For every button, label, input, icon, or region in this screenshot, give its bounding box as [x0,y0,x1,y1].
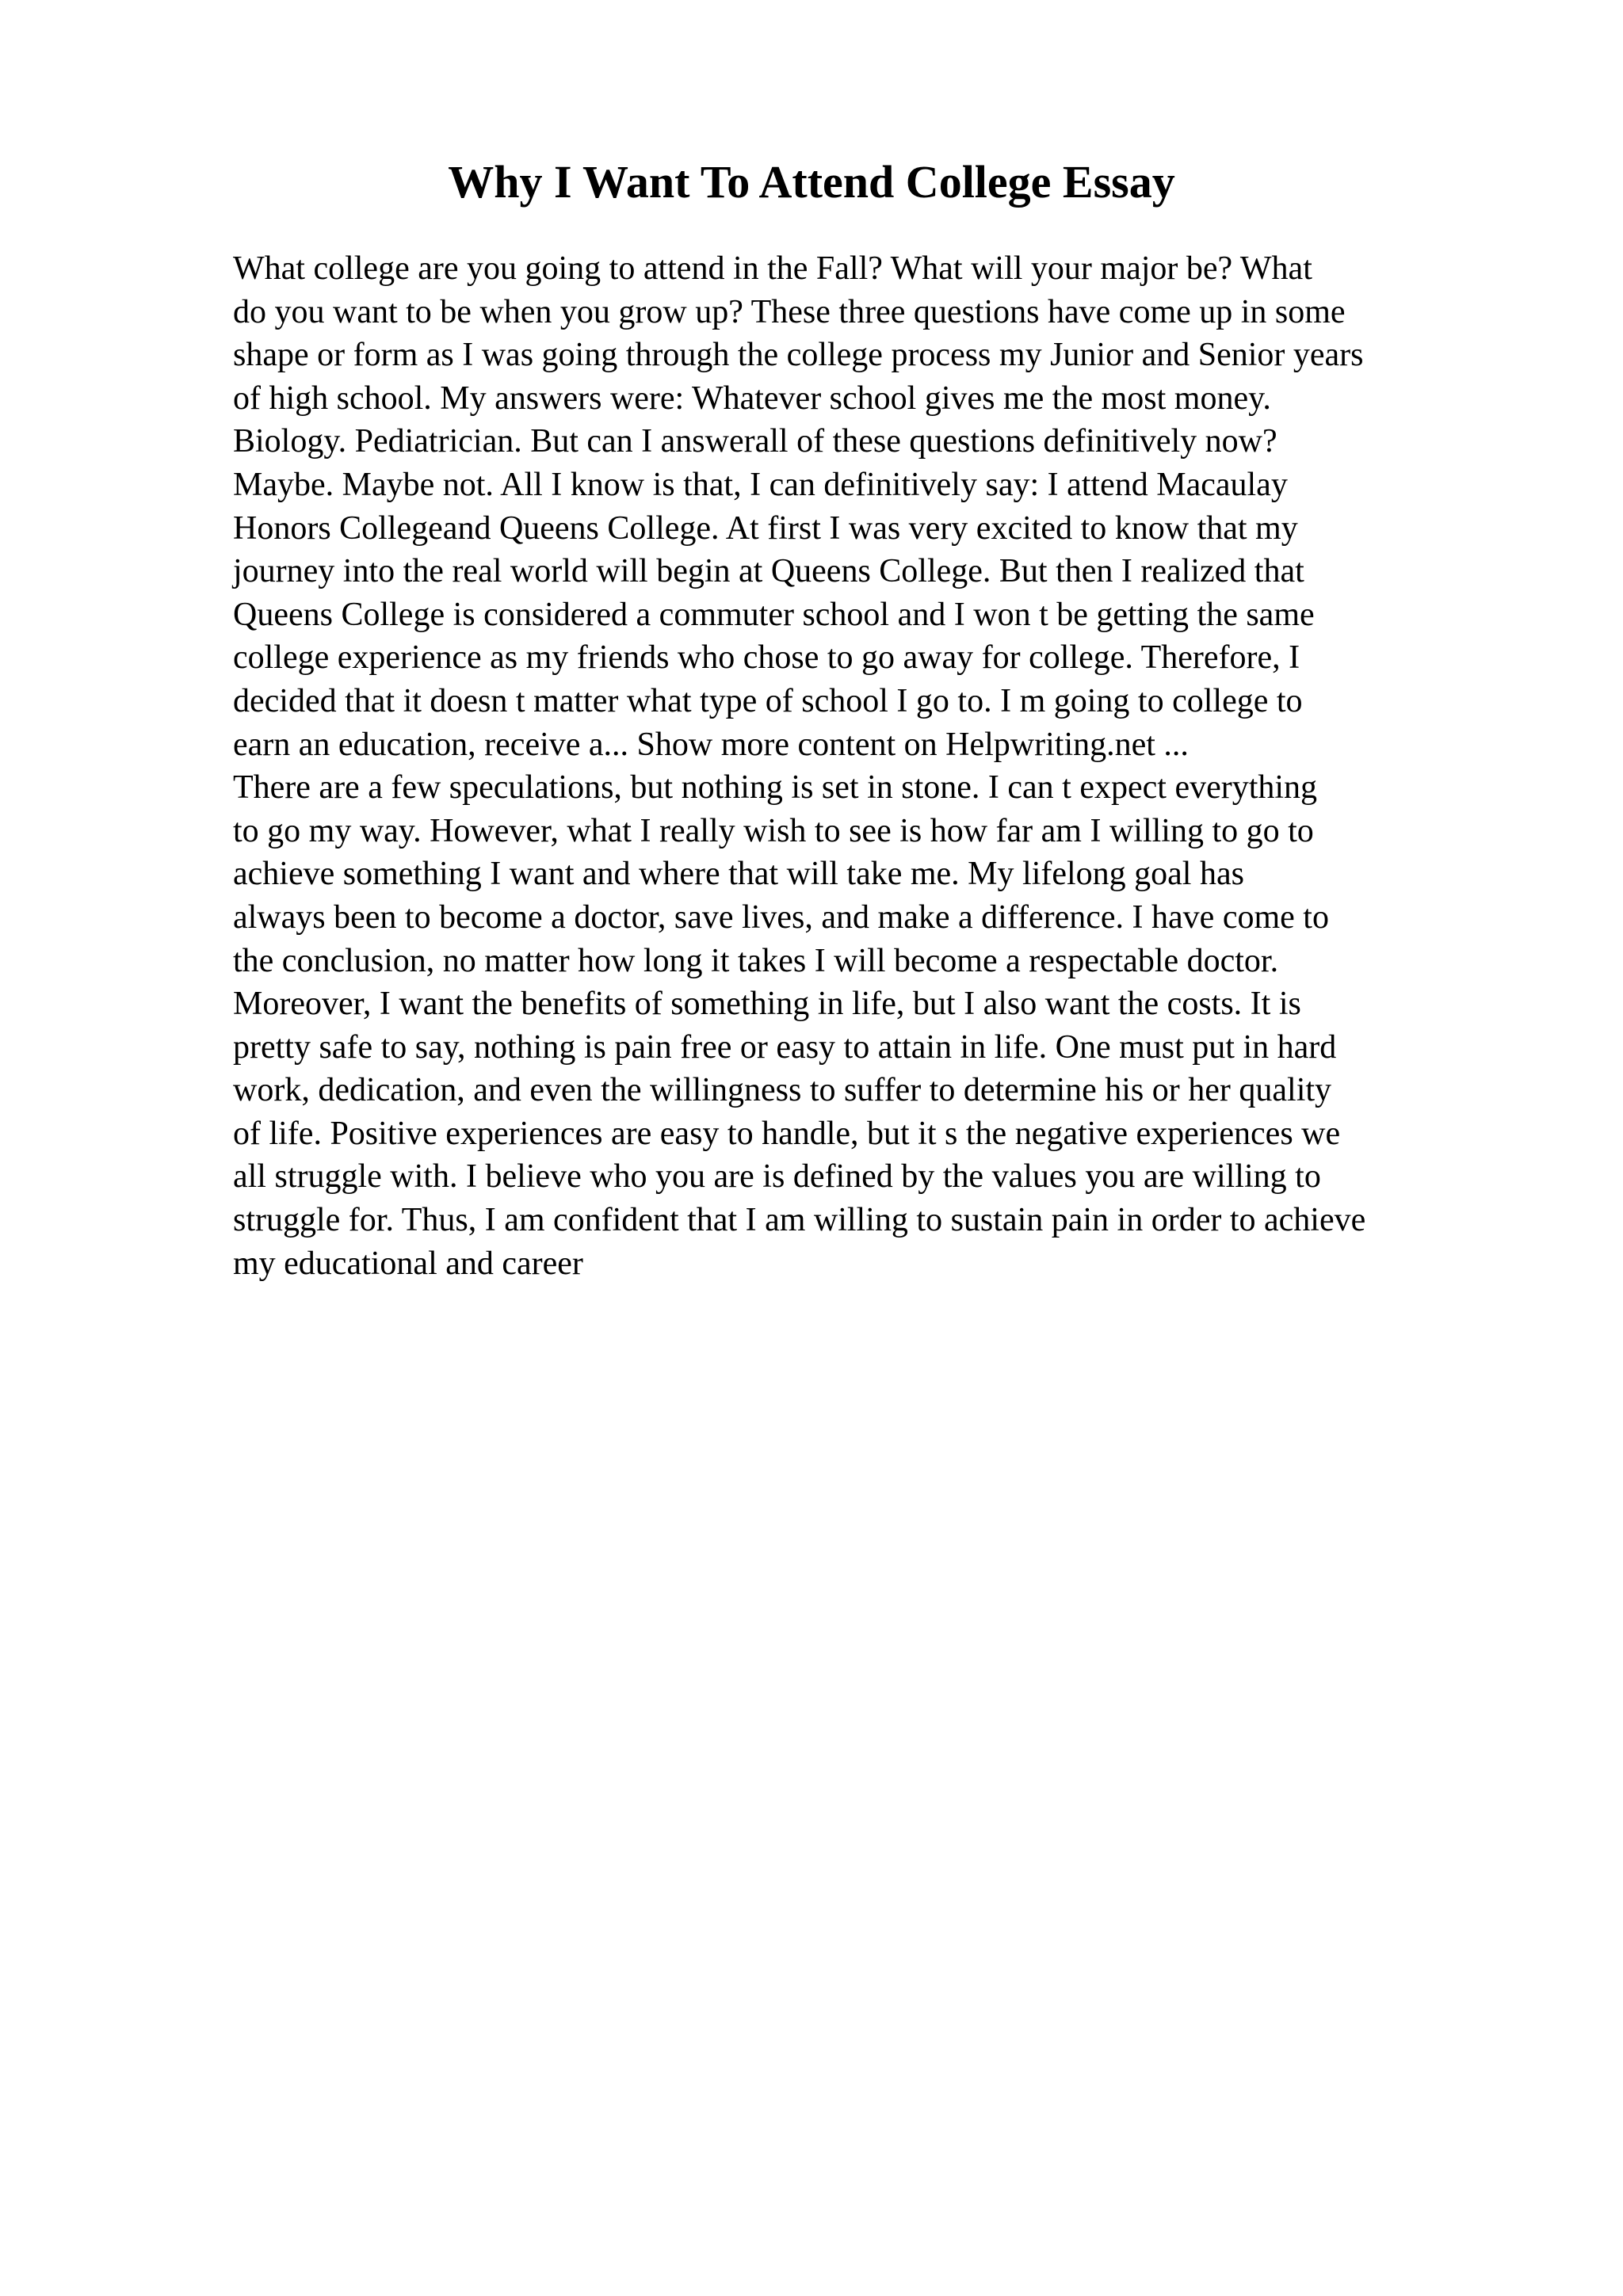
text-line: shape or form as I was going through the college process my Junior and Senior years [233,337,1364,374]
text-line: do you want to be when you grow up? These three questions have come up in some [233,293,1346,330]
text-line: journey into the real world will begin at Queens College. But then I realized that [233,553,1304,590]
text-line: always been to become a doctor, save lives, and make a difference. I have come to [233,898,1329,936]
text-line: my educational and career [233,1245,583,1282]
text-line: college experience as my friends who chose to go away for college. Therefore, I [233,639,1300,677]
text-line: achieve something I want and where that will take me. My lifelong goal has [233,856,1244,893]
text-line: struggle for. Thus, I am confident that I am willing to sustain pain in order to achieve [233,1202,1366,1239]
text-line: Maybe. Maybe not. All I know is that, I can definitively say: I attend Macaulay [233,466,1288,503]
text-line: Moreover, I want the benefits of something in life, but I also want the costs. It is [233,986,1301,1023]
text-line: Queens College is considered a commuter school and I won t be getting the same [233,596,1315,633]
text-line: the conclusion, no matter how long it takes I will become a respectable doctor. [233,942,1279,979]
text-line: decided that it doesn t matter what type of school I go to. I m going to college to [233,682,1303,719]
page-title: Why I Want To Attend College Essay [448,156,1175,208]
text-line: pretty safe to say, nothing is pain free or easy to attain in life. One must put in hard [233,1028,1337,1066]
text-line: Honors Collegeand Queens College. At first I was very excited to know that my [233,509,1298,547]
text-line: all struggle with. I believe who you are is defined by the values you are willing to [233,1158,1321,1196]
text-line: to go my way. However, what I really wish to see is how far am I willing to go to [233,812,1314,849]
text-line: Biology. Pediatrician. But can I answerall of these questions definitively now? [233,423,1277,460]
text-line: What college are you going to attend in the Fall? What will your major be? What [233,250,1312,287]
text-line: of life. Positive experiences are easy to handle, but it s the negative experiences we [233,1115,1341,1152]
text-line: earn an education, receive a... Show more content on Helpwriting.net ... [233,726,1189,763]
text-line: There are a few speculations, but nothing is set in stone. I can t expect everything [233,769,1318,807]
text-line: work, dedication, and even the willingness to suffer to determine his or her quality [233,1072,1332,1109]
essay-body [233,247,1596,1285]
text-line: of high school. My answers were: Whatever school gives me the most money. [233,379,1271,417]
